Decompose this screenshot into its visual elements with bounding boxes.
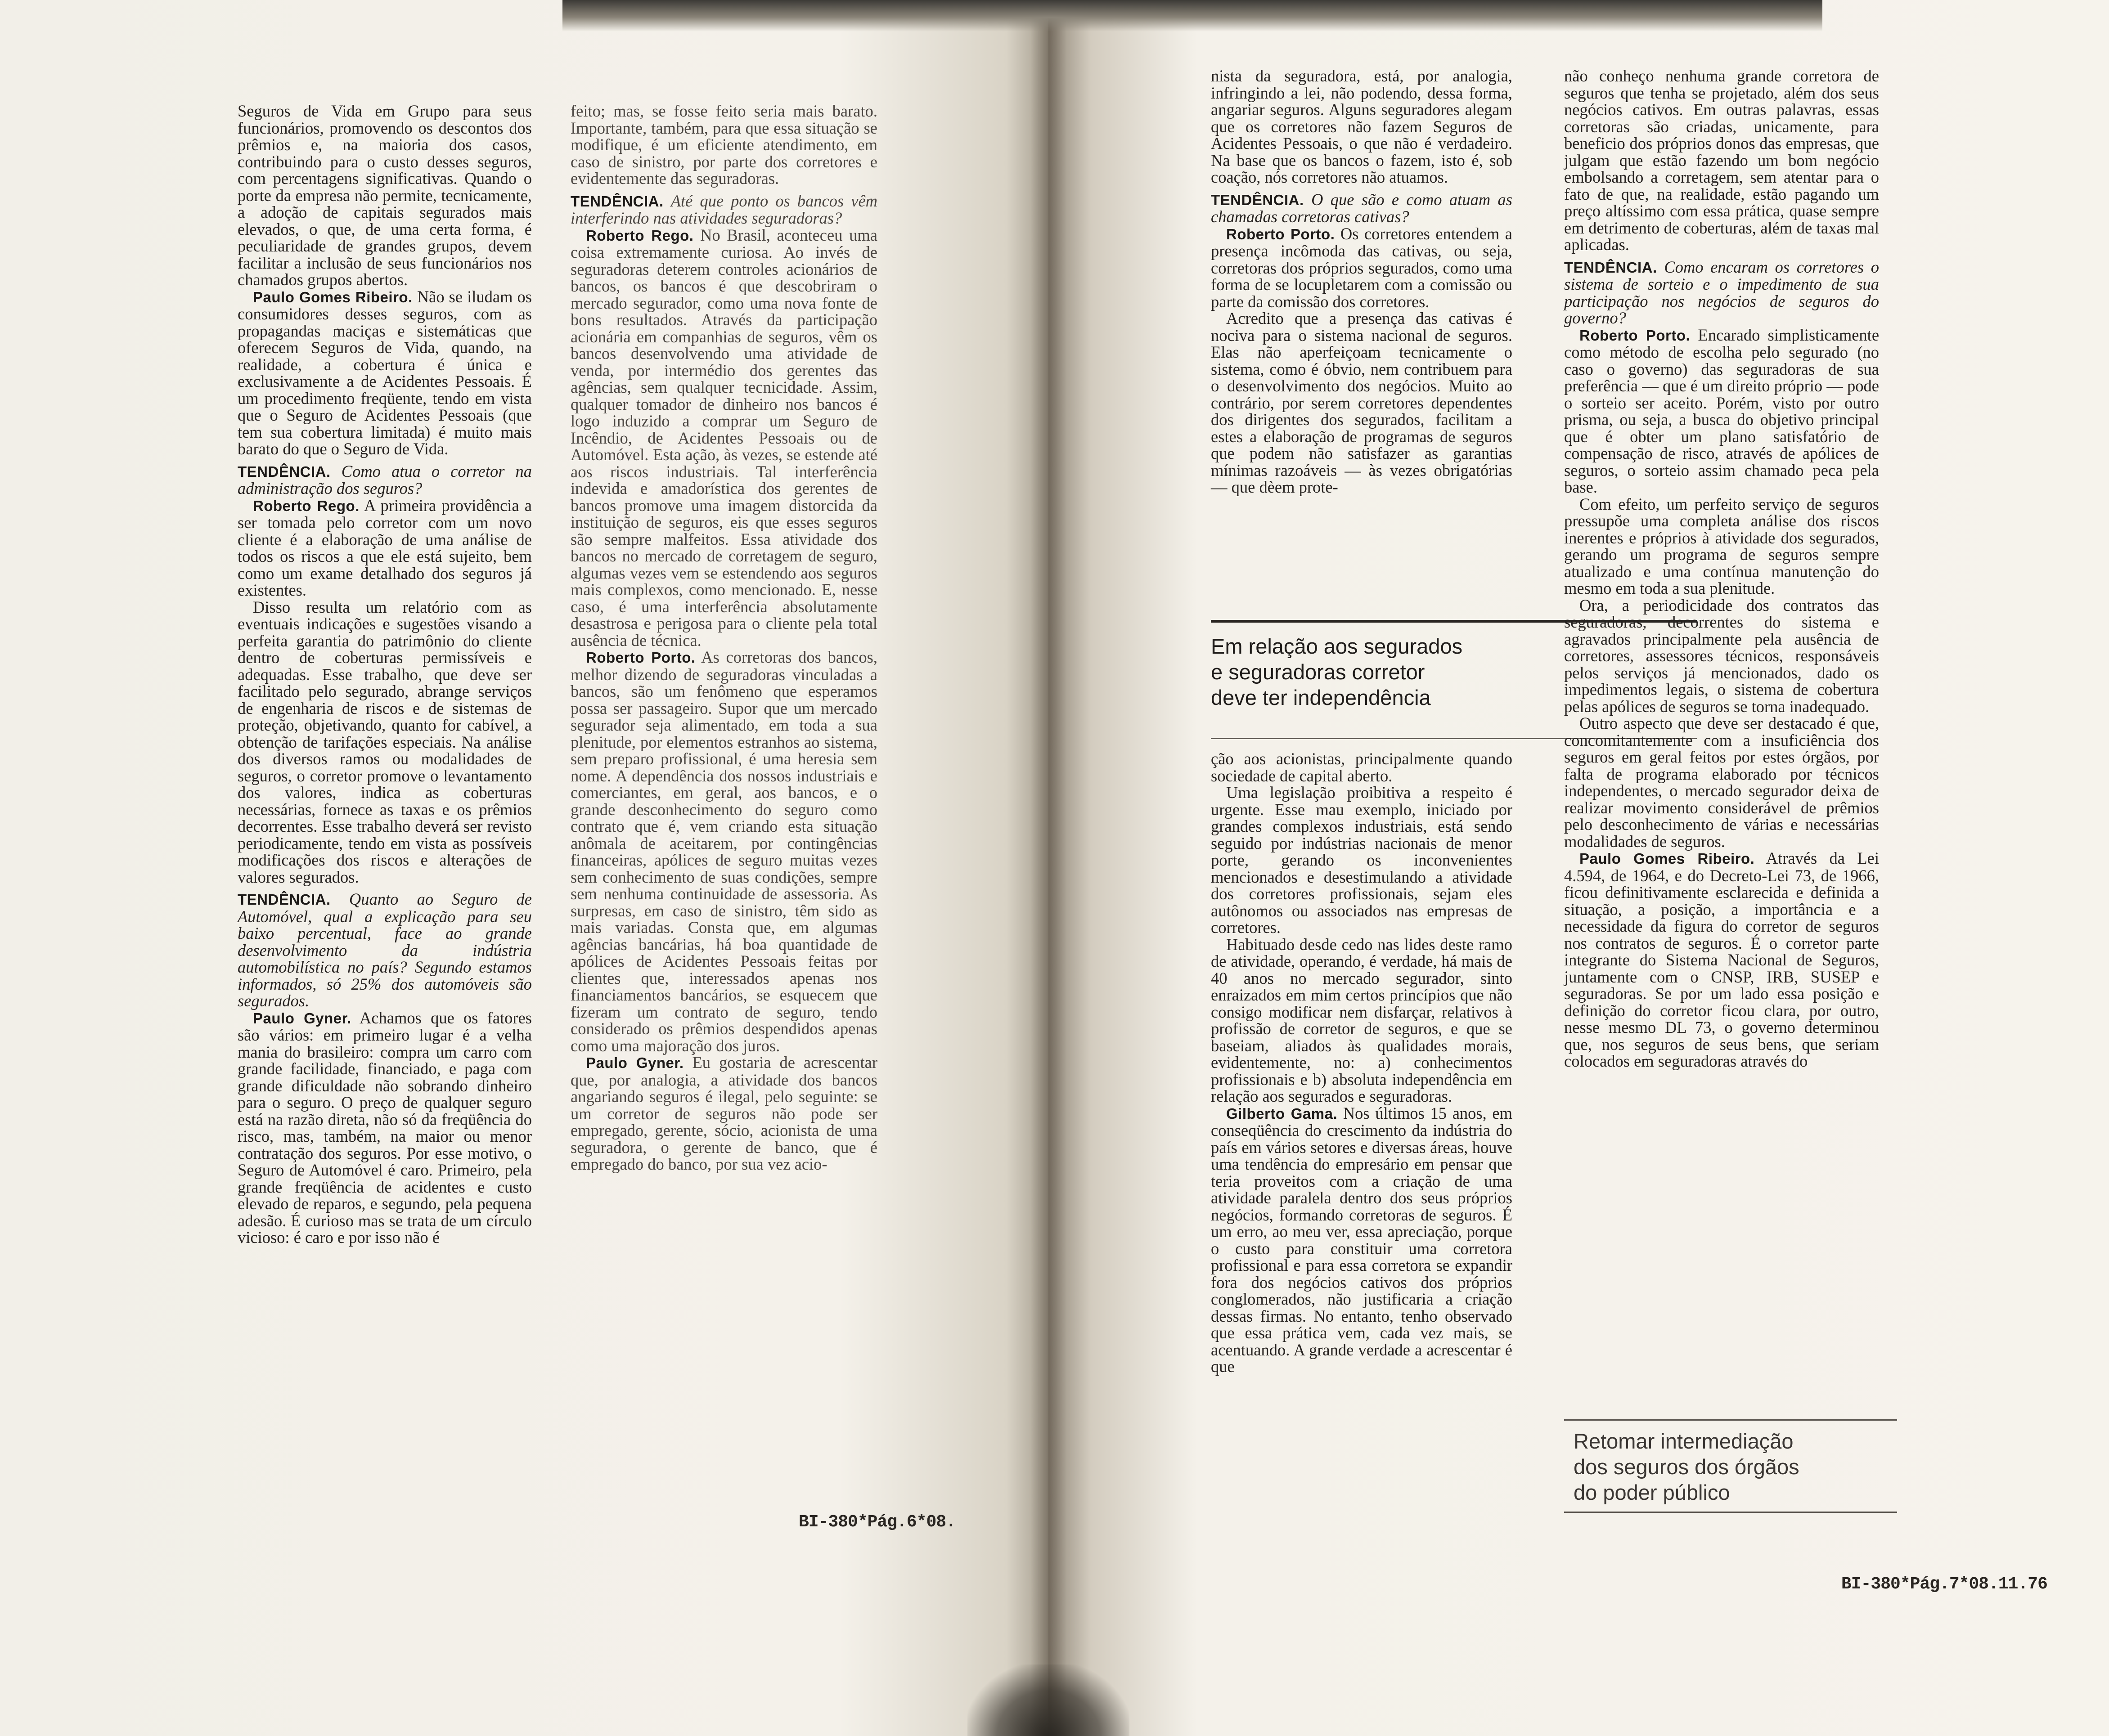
body-paragraph: Disso resulta um relatório com as eventuais indicações e sugestões visando a perfeita garantia do patrimônio do cliente dentro de coberturas permissíveis e adequadas. Esse trabalho, que deve ser facilitado pelo segurado, abrange serviços de engenharia de riscos e de sistemas de proteção, objetivando, quanto for cabível, a obtenção de tarifações especiais. Na análise dos diversos ramos ou modalidades de seguros, o corretor promove o levantamento dos valores, indica as coberturas necessárias, fornece as taxas e os prêmios decorrentes. Esse trabalho deverá ser revisto periodicamente, tendo em vista as possíveis modificações dos riscos e alterações de valores segurados. bbox=[238, 597, 532, 886]
headline-line: do poder público bbox=[1574, 1480, 1730, 1504]
speaker-name: Gilberto Gama. bbox=[1226, 1105, 1338, 1122]
answer-text: No Brasil, aconteceu uma coisa extremamente curiosa. Ao invés de seguradoras deterem controles acionários de bancos, os bancos é que descobriram o mercado segurador, como uma nova fonte de bons resultados. Através da participação acionária em companhias de seguros, vêm os bancos desenvolvendo uma atividade de venda, por intermédio dos gerentes das agências, sem qualquer tecnicidade. Assim, qualquer tomador de dinheiro nos bancos é logo induzido a comprar um Seguro de Incêndio, de Acidentes Pessoais ou de Automóvel. Esta ação, às vezes, se estende até aos riscos industriais. Tal interferência indevida e amadorística dos gerentes de bancos promove uma imagem distorcida da instituição de seguros, eis que esses seguros são sempre malfeitos. Essa atividade dos bancos no mercado de corretagem de seguro, algumas vezes vem se estendendo aos seguros mais complexos, como mencionado. E, nesse caso, é uma interferência absolutamente desastrosa e perigosa para o cliente pela total ausência de técnica. bbox=[571, 225, 878, 650]
right-column-1-continued bbox=[1211, 750, 1512, 1375]
interview-answer bbox=[238, 288, 532, 458]
body-paragraph: Acredito que a presença das cativas é nociva para o sistema nacional de seguros. Elas não aperfeiçoam tecnicamente o sistema, como é óbvio, nem contribuem para o desenvolvimento dos negócios. Muito ao contrário, por serem corretores dependentes dos dirigentes dos segurados, facilitam a estes a elaboração de programas de seguros que podem não satisfazer as garantias mínimas razoáveis — às vezes obrigatórias — que dèem prote- bbox=[1211, 309, 1512, 496]
body-paragraph: nista da seguradora, está, por analogia, infringindo a lei, não podendo, dessa forma, angariar seguros. Alguns seguradores alegam que os corretores não fazem Seguros de Acidentes Pessoais, o que não é verdadeiro. Na base que os bancos o fazem, isto é, sob coação, nós corretores não atuamos. bbox=[1211, 67, 1512, 186]
question-text: Como encaram os corretores o sistema de sorteio e o impedimento de sua participação nos negócios de seguros do governo? bbox=[1564, 257, 1879, 327]
speaker-name: Paulo Gomes Ribeiro. bbox=[253, 288, 413, 305]
speaker-name: Paulo Gyner. bbox=[253, 1009, 351, 1027]
answer-text: Achamos que os fatores são vários: em primeiro lugar é a velha mania do brasileiro: compra um carro com grande facilidade, financiado, e paga com grande dificuldade não sobrando dinheiro para o seguro. O preço de qualquer seguro está na razão direta, não só da freqüência do risco, mas, também, na maior ou menor contratação dos seguros. Por esse motivo, o Seguro de Automóvel é caro. Primeiro, pela grande freqüência de acidentes e custo elevado de reparos, e segundo, pela pequena adesão. É curioso mas se trata de um círculo vicioso: é caro e por isso não é bbox=[238, 1008, 532, 1247]
section-headline-public-sector bbox=[1574, 1428, 1898, 1505]
question-text: Até que ponto os bancos vêm interferindo nas atividades seguradoras? bbox=[571, 191, 878, 227]
question-label: TENDÊNCIA. bbox=[1564, 259, 1657, 276]
body-paragraph: Outro aspecto que deve ser destacado é que, concomitantemente com a insuficiência dos seguros em geral feitos por estes órgãos, por falta de programa elaborado por técnicos independentes, o mercado segurador deixa de realizar movimento considerável de prêmios pelo desconhecimento de várias e necessárias modalidades de seguros. bbox=[1564, 714, 1879, 851]
page-folio-right: BI-380*Pág.7*08.11.76 bbox=[1841, 1575, 2047, 1594]
left-column-2 bbox=[571, 103, 877, 1173]
interview-answer bbox=[238, 1009, 532, 1246]
speaker-name: Roberto Porto. bbox=[1226, 225, 1335, 242]
interview-question bbox=[238, 891, 532, 1009]
body-paragraph: ção aos acionistas, principalmente quando sociedade de capital aberto. bbox=[1211, 749, 1512, 785]
speaker-name: Roberto Porto. bbox=[1579, 327, 1691, 344]
bottom-binding-shadow bbox=[967, 1664, 1129, 1736]
body-paragraph: feito; mas, se fosse feito seria mais barato. Importante, também, para que essa situação se modifique, é um eficiente atendimento, em caso de sinistro, por parte dos corretores e evidentemente das seguradoras. bbox=[571, 102, 877, 188]
interview-question bbox=[571, 193, 877, 227]
headline2-rule-bottom bbox=[1564, 1512, 1897, 1513]
question-text: O que são e como atuam as chamadas corretoras cativas? bbox=[1211, 190, 1513, 226]
interview-answer bbox=[1564, 327, 1879, 496]
question-text: Como atua o corretor na administração dos seguros? bbox=[238, 462, 532, 498]
headline-line: deve ter independência bbox=[1211, 686, 1431, 709]
right-column-1 bbox=[1211, 67, 1512, 496]
question-label: TENDÊNCIA. bbox=[571, 193, 664, 210]
question-label: TENDÊNCIA. bbox=[1211, 191, 1304, 208]
headline-line: Em relação aos segurados bbox=[1211, 634, 1463, 658]
book-gutter-shadow bbox=[1030, 0, 1066, 1736]
headline-line: dos seguros dos órgãos bbox=[1574, 1455, 1799, 1479]
speaker-name: Paulo Gyner. bbox=[586, 1054, 684, 1071]
answer-text: Eu gostaria de acrescentar que, por analogia, a atividade dos bancos angariando seguros é ilegal, pelo seguinte: se um corretor de seguros não pode ser empregado, gerente, sócio, acionista de uma seguradora, o gerente de banco, que é empregado do banco, por sua vez acio- bbox=[571, 1053, 877, 1173]
section-headline-independence bbox=[1211, 633, 1526, 710]
interview-answer bbox=[1211, 225, 1512, 310]
answer-text: Encarado simplisticamente como método de escolha pelo segurado (no caso o governo) das seguradoras de sua preferência — que é um direito próprio — pode o sorteio ser aceito. Porém, visto por outro prisma, ou seja, a busca do objetivo principal que é obter um plano satisfatório de compensação de risco, através de apólices de seguros, o sorteio assim chamado peca pela base. bbox=[1564, 325, 1880, 496]
question-label: TENDÊNCIA. bbox=[238, 891, 331, 908]
interview-answer bbox=[238, 497, 532, 599]
body-paragraph: Uma legislação proibitiva a respeito é urgente. Esse mau exemplo, iniciado por grandes complexos industriais, está sendo seguido por indústrias nacionais de menor porte, gerando os inconvenientes mencionados e desestimulando a atividade dos corretores profissionais, sejam eles autônomos ou associados nas empresas de corretores. bbox=[1211, 783, 1512, 937]
interview-answer bbox=[1564, 850, 1879, 1070]
body-paragraph: Ora, a periodicidade dos contratos das seguradoras, decorrentes do sistema e agravados principalmente pela ausência de corretores, assessores técnicos, responsáveis pelos serviços já mencionados, dado os impedimentos legais, o sistema de cobertura pelas apólices de seguros se torna inadequado. bbox=[1564, 596, 1879, 716]
speaker-name: Roberto Rego. bbox=[586, 227, 694, 244]
top-edge-shadow bbox=[562, 0, 1822, 31]
speaker-name: Roberto Rego. bbox=[253, 497, 360, 514]
speaker-name: Paulo Gomes Ribeiro. bbox=[1579, 850, 1755, 867]
headline-line: e seguradoras corretor bbox=[1211, 660, 1425, 684]
question-label: TENDÊNCIA. bbox=[238, 463, 331, 480]
answer-text: Os corretores entendem a presença incômoda das cativas, ou seja, corretoras dos próprios segurados, como uma forma de se locupletarem com a comissão ou parte da comissão dos corretores. bbox=[1211, 224, 1512, 311]
page-folio-left: BI-380*Pág.6*08. bbox=[799, 1512, 956, 1532]
left-column-1 bbox=[238, 103, 532, 1246]
interview-answer bbox=[571, 649, 877, 1054]
body-paragraph: Habituado desde cedo nas lides deste ramo de atividade, operando, é verdade, há mais de 40 anos no mercado segurador, sinto enraizados em mim certos princípios que não consigo modificar nem disfarçar, relativos à profissão de corretor de seguros, e que se baseiam, aliados às qualidades morais, evidentemente, no: a) conhecimentos profissionais e b) absoluta independência em relação aos segurados e seguradoras. bbox=[1211, 935, 1512, 1105]
interview-question bbox=[1211, 191, 1512, 225]
body-paragraph: Com efeito, um perfeito serviço de seguros pressupõe uma completa análise dos riscos inerentes e próprios à atividade dos segurados, gerando um programa de seguros sempre atualizado e uma contínua manutenção do mesmo em toda a sua plenitude. bbox=[1564, 494, 1879, 597]
right-page bbox=[1048, 0, 2109, 1736]
body-paragraph: não conheço nenhuma grande corretora de seguros que tenha se projetado, além dos seus negócios cativos. Em outras palavras, essas corretoras são criadas, unicamente, para beneficio dos próprios donos das empresas, que julgam que estão fazendo um bom negócio embolsando a corretagem, sem atentar para o fato de que, na realidade, estão pagando um preço altíssimo com essa prática, quase sempre em detrimento de coberturas, além de taxas mal aplicadas. bbox=[1564, 67, 1879, 254]
answer-text: As corretoras dos bancos, melhor dizendo de seguradoras vinculadas a bancos, são um fenômeno que esperamos possa ser passageiro. Supor que um mercado segurador seja alimentado, em toda a sua plenitude, por elementos estranhos ao sistema, sem preparo profissional, é uma heresia sem nome. A dependência dos nossos industriais e comerciantes, em geral, aos bancos, e o grande desconhecimento do seguro como contrato que é, vem criando esta situação anômala de aceitarem, por contingências financeiras, apólices de seguro muitas vezes sem conhecimento de suas condições, sempre sem nenhuma continuidade de assessoria. As surpresas, em caso de sinistro, têm sido as mais variadas. Consta que, em algumas agências bancárias, há boa quantidade de apólices de Acidentes Pessoais feitas por clientes que, interessados apenas nos financiamentos bancários, se esquecem que fizeram um contrato de seguro, tendo considerado os prêmios despendidos apenas como uma majoração dos juros. bbox=[571, 648, 877, 1055]
answer-text: Não se iludam os consumidores desses seguros, com as propagandas maciças e sistemáticas que oferecem Seguros de Vida, quando, na realidade, a cobertura é única e exclusivamente a de Acidentes Pessoais. É um procedimento freqüente, tendo em vista que o Seguro de Acidentes Pessoais (que tem sua cobertura limitada) é muito mais barato do que o Seguro de Vida. bbox=[238, 287, 532, 458]
interview-question bbox=[238, 463, 532, 497]
answer-text: Através da Lei 4.594, de 1964, e do Decreto-Lei 73, de 1966, ficou definitivamente esclarecida e definida a situação, a posição, a importância e a necessidade da figura do corretor de seguros nos contratos de seguros. É o corretor parte integrante do Sistema Nacional de Seguros, juntamente com o CNSP, IRB, SUSEP e seguradoras. Se por um lado essa posição e definição do corretor ficou clara, por outro, nesse mesmo DL 73, o governo determinou que, nos seguros de seus bens, que seriam colocados em seguradoras através do bbox=[1564, 849, 1879, 1070]
interview-answer bbox=[1211, 1105, 1512, 1375]
answer-text: A primeira providência a ser tomada pelo corretor com um novo cliente é a elaboração de uma análise de todos os riscos a que ele está sujeito, bem como um exame detalhado dos seguros já existentes. bbox=[238, 496, 532, 599]
left-page bbox=[0, 0, 1048, 1736]
body-paragraph: Seguros de Vida em Grupo para seus funcionários, promovendo os descontos dos prêmios e, na maioria dos casos, contribuindo para o custo desses seguros, com percentagens significativas. Quando o porte da empresa não permite, tecnicamente, a adoção de capitais segurados mais elevados, o que, de uma certa forma, é peculiaridade de grandes grupos, devem facilitar a inclusão de seus funcionários nos chamados grupos abertos. bbox=[238, 102, 532, 289]
question-text: Quanto ao Seguro de Automóvel, qual a explicação para seu baixo percentual, face ao grande desenvolvimento da indústria automobilística no país? Segundo estamos informados, só 25% dos automóveis são segurados. bbox=[238, 890, 532, 1010]
headline2-rule-top bbox=[1564, 1419, 1897, 1421]
interview-question bbox=[1564, 259, 1879, 327]
headline-line: Retomar intermediação bbox=[1574, 1429, 1794, 1453]
answer-text: Nos últimos 15 anos, em conseqüência do crescimento da indústria do país em vários setores e diversas áreas, houve uma tendência do empresário em pensar que teria proveitos com a criação de uma atividade paralela dentro dos seus próprios negócios, formando corretoras de seguros. É um erro, ao meu ver, essa apreciação, porque o custo para constituir uma corretora profissional e para essa corretora se expandir fora dos negócios cativos dos próprios conglomerados, não justificaria a criação dessas firmas. No entanto, tenho observado que essa prática vem, cada vez mais, se acentuando. A grande verdade a acrescentar é que bbox=[1211, 1104, 1513, 1376]
right-column-2 bbox=[1564, 67, 1879, 1070]
speaker-name: Roberto Porto. bbox=[586, 649, 696, 666]
interview-answer bbox=[571, 1054, 877, 1173]
interview-answer bbox=[571, 227, 877, 649]
